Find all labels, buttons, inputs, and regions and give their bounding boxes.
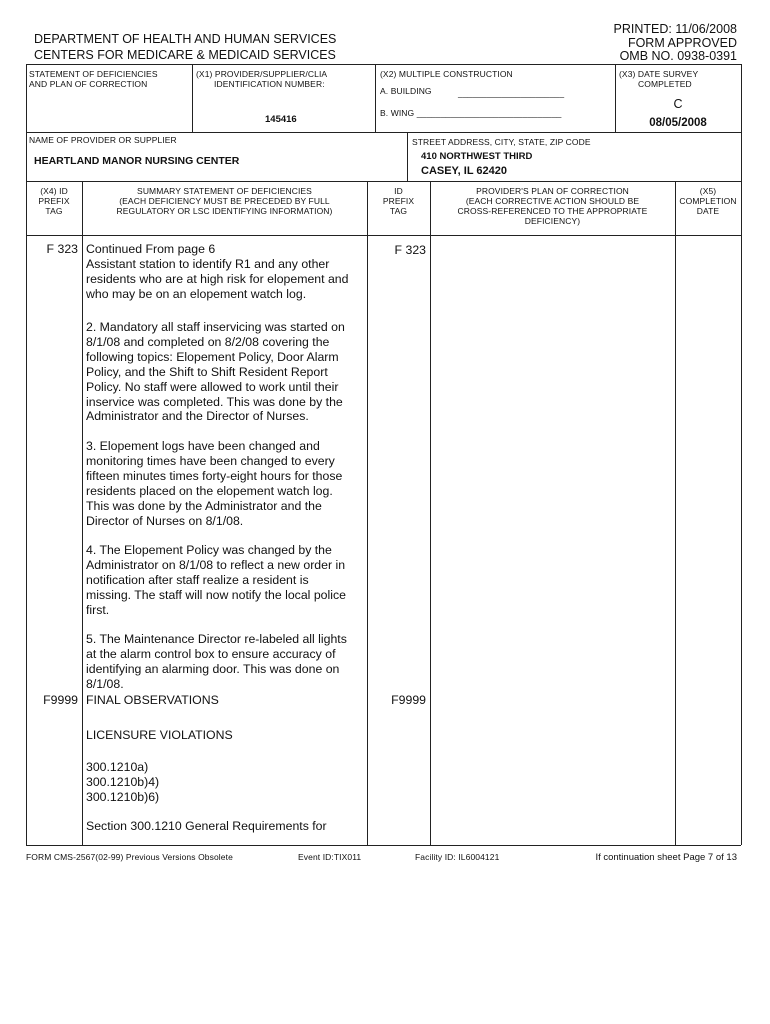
printed-date: PRINTED: 11/06/2008 (613, 22, 737, 36)
grid-left-line (26, 64, 27, 845)
grid-bottom-line (26, 845, 741, 846)
department-title: DEPARTMENT OF HEALTH AND HUMAN SERVICES (34, 32, 337, 46)
x1-label: IDENTIFICATION NUMBER: (214, 79, 325, 89)
tag-f9999-right: F9999 (391, 693, 426, 707)
body-paragraph: FINAL OBSERVATIONS (86, 693, 219, 707)
body-paragraph: 2. Mandatory all staff inservicing was started on 8/1/08 and completed on 8/2/08 covering the following topics: Elopement Policy, Door Alarm Policy, and the Shift to Shift Resident Report Policy. No staff were allowed to work until their inservice was completed. This was done by the Administrator and the Director of Nurses. (86, 320, 345, 424)
body-paragraph: Continued From page 6 Assistant station to identify R1 and any other residents who are at high risk for elopement and who may be on an elopement watch log. (86, 242, 349, 301)
grid-line (675, 181, 676, 845)
footer-form-id: FORM CMS-2567(02-99) Previous Versions Obsolete (26, 852, 233, 862)
provider-label: NAME OF PROVIDER OR SUPPLIER (29, 135, 177, 145)
plan-header: PROVIDER'S PLAN OF CORRECTION (EACH CORRECTIVE ACTION SHOULD BE CROSS-REFERENCED TO THE APPROPRIATE DEFICIENCY) (457, 186, 648, 226)
address-city: CASEY, IL 62420 (421, 165, 508, 177)
body-paragraph: Section 300.1210 General Requirements for (86, 819, 327, 833)
grid-line (26, 132, 741, 133)
x2-label: (X2) MULTIPLE CONSTRUCTION (380, 69, 513, 79)
grid-line (375, 64, 376, 132)
grid-line (367, 181, 368, 845)
survey-date: 08/05/2008 (649, 117, 707, 129)
grid-line (430, 181, 431, 845)
footer-event-id: Event ID:TIX011 (298, 852, 362, 862)
grid-line (82, 181, 83, 845)
summary-header: SUMMARY STATEMENT OF DEFICIENCIES (EACH DEFICIENCY MUST BE PRECEDED BY FULL REGULATORY OR LSC IDENTIFYING INFORMATION) (116, 186, 333, 216)
building-label: A. BUILDING (380, 86, 432, 96)
address-label: STREET ADDRESS, CITY, STATE, ZIP CODE (412, 137, 591, 147)
form-approved: FORM APPROVED (627, 36, 737, 50)
footer-page-number: If continuation sheet Page 7 of 13 (595, 852, 737, 863)
grid-top-line (26, 64, 741, 65)
grid-right-line (741, 64, 742, 845)
x3-label: COMPLETED (638, 79, 692, 89)
grid-line (26, 235, 741, 236)
statement-label: AND PLAN OF CORRECTION (29, 79, 148, 89)
grid-line (407, 132, 408, 181)
tag-f9999-left: F9999 (43, 693, 78, 707)
address-street: 410 NORTHWEST THIRD (421, 151, 533, 162)
footer-facility-id: Facility ID: IL6004121 (415, 852, 500, 862)
tag-f323-left: F 323 (46, 242, 78, 256)
body-paragraph: 5. The Maintenance Director re-labeled all lights at the alarm control box to ensure accuracy of identifying an alarming door. This was done on 8/1/08. (86, 632, 347, 691)
building-blank: ______________________ (458, 88, 565, 98)
provider-id-number: 145416 (265, 114, 297, 125)
x5-header: (X5) COMPLETION DATE (679, 186, 737, 216)
body-paragraph: 3. Elopement logs have been changed and monitoring times have been changed to every fifteen minutes times forty-eight hours for those residents placed on the elopement watch log. This was done by the Administrator and the Director of Nurses on 8/1/08. (86, 439, 343, 528)
x1-label: (X1) PROVIDER/SUPPLIER/CLIA (196, 69, 328, 79)
x3-label: (X3) DATE SURVEY (619, 69, 699, 79)
grid-line (26, 181, 741, 182)
body-paragraph: LICENSURE VIOLATIONS (86, 728, 233, 742)
agency-title: CENTERS FOR MEDICARE & MEDICAID SERVICES (34, 48, 336, 62)
tag-f323-right: F 323 (394, 243, 426, 257)
id-header: ID PREFIX TAG (382, 186, 415, 216)
grid-line (192, 64, 193, 132)
body-paragraph: 4. The Elopement Policy was changed by the Administrator on 8/1/08 to reflect a new order in notification after staff realize a resident is missing. The staff will now notify the local police first. (86, 543, 346, 617)
survey-code: C (673, 97, 683, 111)
statement-label: STATEMENT OF DEFICIENCIES (29, 69, 158, 79)
x4-header: (X4) ID PREFIX TAG (38, 186, 70, 216)
provider-name: HEARTLAND MANOR NURSING CENTER (34, 155, 240, 167)
omb-number: OMB NO. 0938-0391 (619, 49, 737, 63)
wing-label: B. WING ______________________________ (380, 108, 562, 118)
body-paragraph: 300.1210a) 300.1210b)4) 300.1210b)6) (86, 760, 160, 804)
